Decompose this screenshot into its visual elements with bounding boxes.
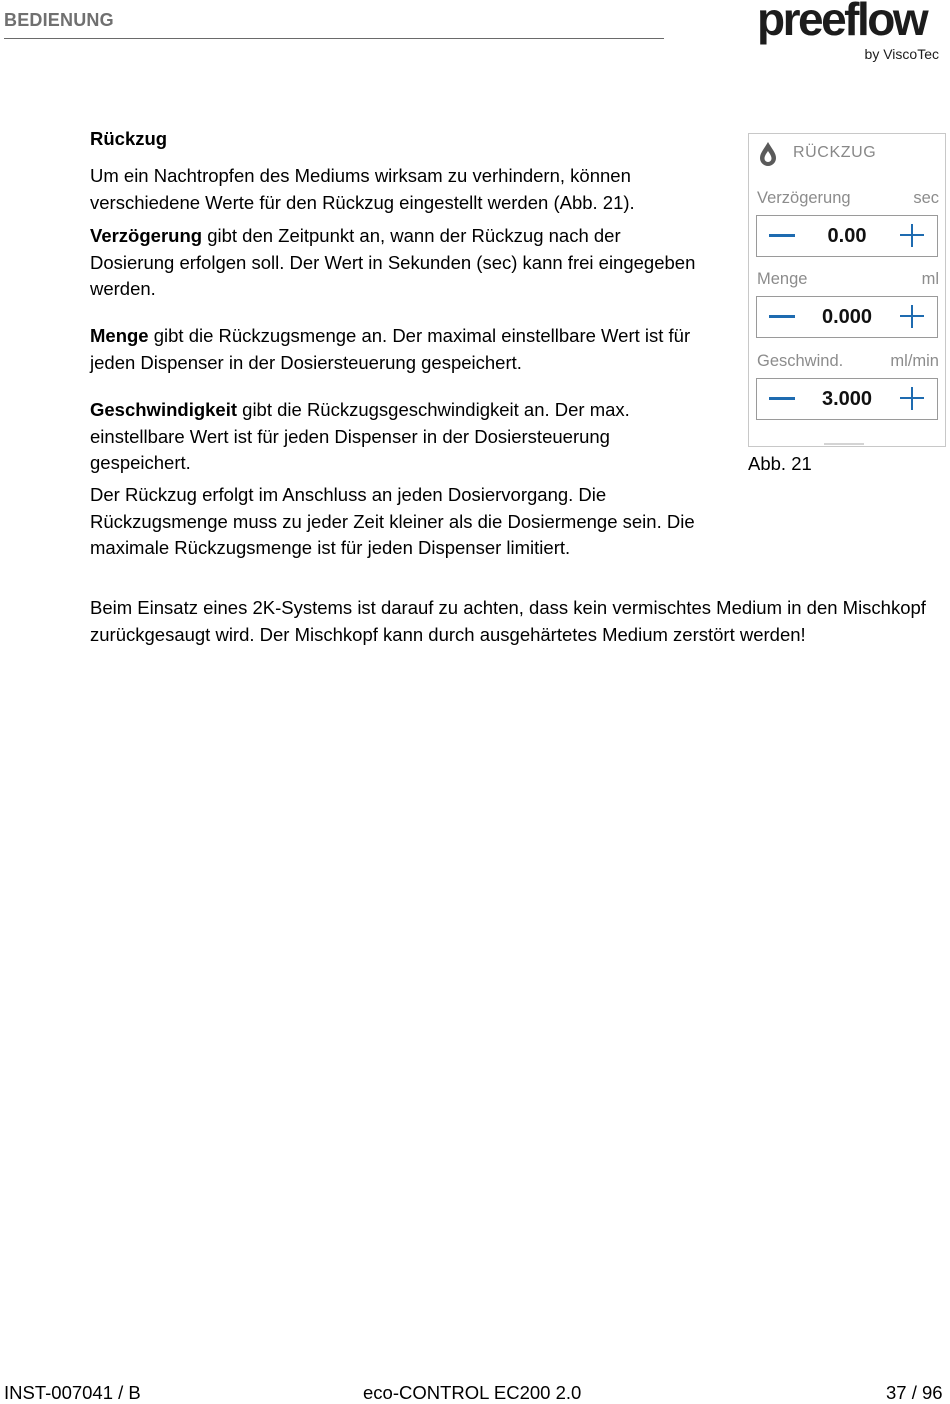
retraction-settings-panel [748,133,946,447]
brand-logo [757,2,947,64]
delay-paragraph [90,223,705,303]
delay-value[interactable]: 0.00 [827,225,867,247]
amount-value[interactable]: 0.000 [821,306,873,328]
amount-term: Menge [90,325,149,346]
amount-stepper [756,296,938,338]
retraction-info-paragraph: Der Rückzug erfolgt im Anschluss an jeden Dosiervorgang. Die Rückzugsmenge muss zu jeder Zeit kleiner als die Dosiermenge sein. Die maximale Rückzugsmenge ist für jeden Dispenser limitiert. [90,484,695,558]
minus-icon[interactable] [769,397,795,400]
amount-paragraph [90,323,705,376]
delay-stepper [756,215,938,257]
drop-icon [758,140,778,168]
delay-description: gibt den Zeitpunkt an, wann der Rückzug nach der Dosierung erfolgen soll. Der Wert in Sekunden (sec) kann frei eingegeben werden. [90,225,696,299]
amount-description: gibt die Rückzugsmenge an. Der maximal einstellbare Wert ist für jeden Dispenser in der Dosiersteuerung gespeichert. [90,325,691,373]
delay-label: Verzögerung [757,189,851,207]
panel-scroll-indicator [824,443,864,445]
speed-value[interactable]: 3.000 [821,388,873,410]
minus-icon[interactable] [769,234,795,237]
section-heading: Rückzug [90,128,168,149]
logo-wordmark: preeflow [757,0,927,45]
speed-stepper [756,378,938,420]
speed-term: Geschwindigkeit [90,399,238,420]
section-title: BEDIENUNG [4,10,114,30]
delay-unit: sec [913,189,939,207]
figure-caption: Abb. 21 [748,453,812,474]
minus-icon[interactable] [769,315,795,318]
speed-paragraph [90,397,705,477]
intro-paragraph: Um ein Nachtropfen des Mediums wirksam zu verhindern, können verschiedene Werte für den Rückzug eingestellt werden (Abb. 21). [90,165,635,213]
footer-page-number: 37 / 96 [886,1382,943,1403]
header-divider [4,38,664,39]
speed-unit: ml/min [890,352,939,370]
speed-label: Geschwind. [757,352,844,370]
delay-term: Verzögerung [90,225,203,246]
speed-description: gibt die Rückzugsgeschwindigkeit an. Der max. einstellbare Wert ist für jeden Dispenser in der Dosiersteuerung gespeichert. [90,399,630,473]
footer-doc-id: INST-007041 / B [4,1382,141,1403]
panel-title: RÜCKZUG [793,144,877,161]
amount-label: Menge [757,270,808,288]
warning-paragraph: Beim Einsatz eines 2K-Systems ist darauf zu achten, dass kein vermischtes Medium in den Mischkopf zurückgesaugt wird. Der Mischkopf kann durch ausgehärtetes Medium zerstört werden! [90,597,926,645]
logo-subtitle: by ViscoTec [864,46,939,62]
footer-product: eco-CONTROL EC200 2.0 [363,1382,582,1403]
amount-unit: ml [921,270,939,288]
